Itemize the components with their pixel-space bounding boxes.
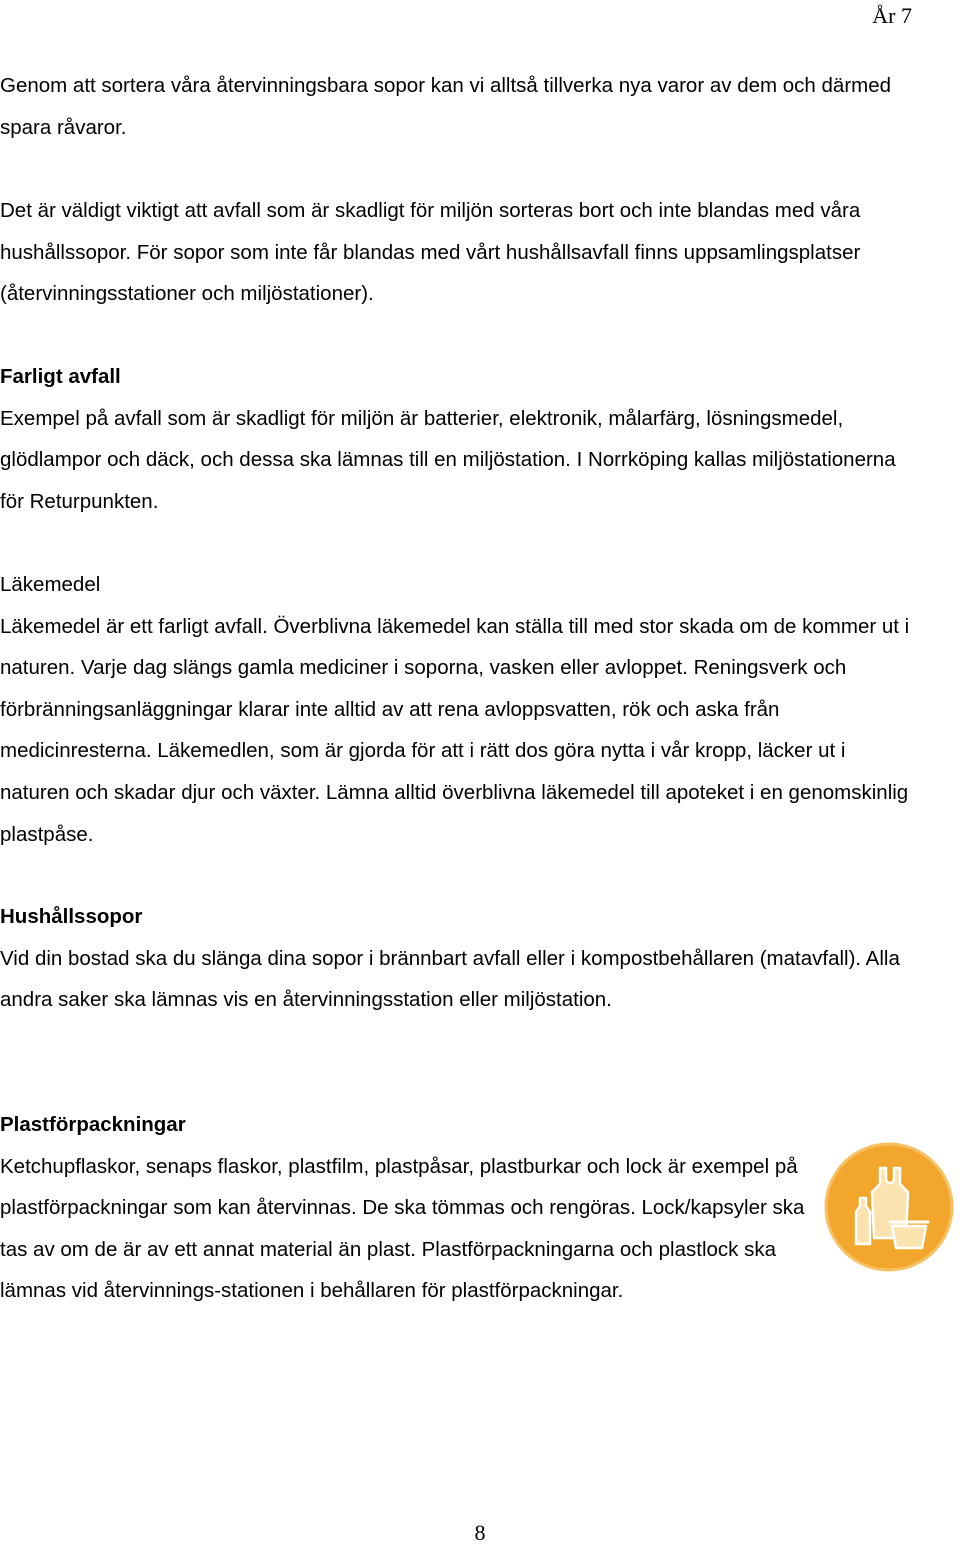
section-body: Ketchupflaskor, senaps flaskor, plastfilm, plastpåsar, plastburkar och lock är exempel på plastförpackningar som kan återvinnas. De ska tömmas och rengöras. Lock/kapsyler ska tas av om de är av ett annat material än plast. Plastförpackningarna och plastlock ska lämnas vid återvinnings-stationen i behållaren för plastförpackningar.: [0, 1154, 805, 1303]
section-heading: Läkemedel: [0, 573, 101, 596]
plastic-packaging-icon: [822, 1140, 956, 1274]
section-plastforpackningar: [0, 1104, 810, 1312]
intro-paragraph-2: [0, 190, 915, 315]
section-body: Exempel på avfall som är skadligt för miljön är batterier, elektronik, målarfärg, lösningsmedel, glödlampor och däck, och dessa ska lämnas till en miljöstation. I Norrköping kallas miljöstationerna för Returpunkten.: [0, 406, 896, 513]
header-year-label: År 7: [872, 3, 912, 28]
section-hushallssopor: [0, 896, 915, 1021]
section-lakemedel: [0, 564, 915, 855]
section-heading: Hushållssopor: [0, 905, 143, 928]
intro-paragraph-1: [0, 65, 915, 148]
section-heading: Plastförpackningar: [0, 1113, 186, 1136]
page-number: 8: [474, 1520, 486, 1545]
section-heading: Farligt avfall: [0, 365, 121, 388]
intro-text-2: Det är väldigt viktigt att avfall som är skadligt för miljön sorteras bort och inte blandas med våra hushållssopor. För sopor som inte får blandas med vårt hushållsavfall finns uppsamlingsplatser (återvinningsstationer och miljöstationer).: [0, 199, 861, 306]
section-body: Läkemedel är ett farligt avfall. Överblivna läkemedel kan ställa till med stor skada om de kommer ut i naturen. Varje dag slängs gamla mediciner i soporna, vasken eller avloppet. Reningsverk och förbränningsanläggningar klarar inte alltid av att rena avloppsvatten, rök och aska från medicinresterna. Läkemedlen, som är gjorda för att i rätt dos göra nytta i vår kropp, läcker ut i naturen och skadar djur och växter. Lämna alltid överblivna läkemedel till apoteket i en genomskinlig plastpåse.: [0, 614, 910, 846]
section-body: Vid din bostad ska du slänga dina sopor i brännbart avfall eller i kompostbehållaren (matavfall). Alla andra saker ska lämnas vis en återvinningsstation eller miljöstation.: [0, 946, 900, 1012]
intro-text-1: Genom att sortera våra återvinningsbara sopor kan vi alltså tillverka nya varor av dem och därmed spara råvaror.: [0, 74, 892, 139]
section-farligt-avfall: [0, 356, 915, 522]
